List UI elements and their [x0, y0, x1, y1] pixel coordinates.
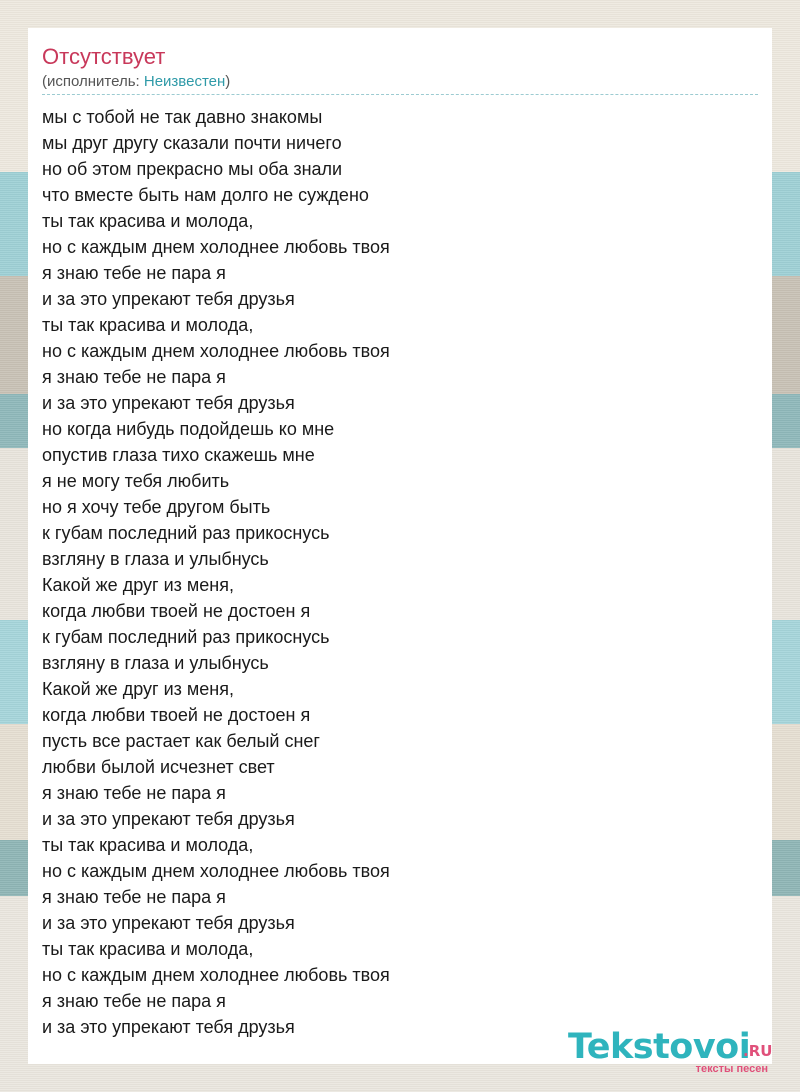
lyric-line: я знаю тебе не пара я [42, 367, 226, 387]
lyric-line: когда любви твоей не достоен я [42, 705, 311, 725]
lyrics-text [42, 104, 390, 1040]
lyric-line: любви былой исчезнет свет [42, 757, 275, 777]
lyric-line: я знаю тебе не пара я [42, 887, 226, 907]
logo-tld: .RU [743, 1042, 773, 1060]
lyric-line: и за это упрекают тебя друзья [42, 809, 295, 829]
lyric-line: ты так красива и молода, [42, 211, 254, 231]
artist-suffix: ) [225, 73, 231, 90]
lyric-line: но когда нибудь подойдешь ко мне [42, 419, 335, 439]
site-logo[interactable] [568, 1028, 778, 1076]
lyric-line: но с каждым днем холоднее любовь твоя [42, 861, 390, 881]
song-title: Отсутствует [42, 44, 166, 69]
lyric-line: Какой же друг из меня, [42, 575, 234, 595]
lyric-line: когда любви твоей не достоен я [42, 601, 311, 621]
artist-link[interactable]: Неизвестен [143, 73, 226, 90]
lyric-line: я не могу тебя любить [42, 471, 230, 491]
lyric-line: я знаю тебе не пара я [42, 263, 226, 283]
lyric-line: к губам последний раз прикоснусь [42, 627, 330, 647]
divider [42, 94, 758, 95]
lyric-line: опустив глаза тихо скажешь мне [42, 445, 315, 465]
lyric-line: но с каждым днем холоднее любовь твоя [42, 237, 390, 257]
lyric-line: мы друг другу сказали почти ничего [42, 133, 342, 153]
lyric-line: но с каждым днем холоднее любовь твоя [42, 341, 390, 361]
lyric-line: я знаю тебе не пара я [42, 991, 226, 1011]
artist-prefix: (исполнитель: [42, 73, 144, 90]
lyric-line: Какой же друг из меня, [42, 679, 234, 699]
lyric-line: и за это упрекают тебя друзья [42, 393, 295, 413]
lyric-line: и за это упрекают тебя друзья [42, 1017, 295, 1037]
lyric-line: мы с тобой не так давно знакомы [42, 107, 323, 127]
lyric-line: ты так красива и молода, [42, 835, 254, 855]
lyric-line: взгляну в глаза и улыбнусь [42, 549, 269, 569]
lyric-line: ты так красива и молода, [42, 315, 254, 335]
lyric-line: пусть все растает как белый снег [42, 731, 320, 751]
lyric-line: ты так красива и молода, [42, 939, 254, 959]
logo-wordmark: Tekstovoi [568, 1027, 751, 1067]
lyric-line: и за это упрекают тебя друзья [42, 913, 295, 933]
lyric-line: и за это упрекают тебя друзья [42, 289, 295, 309]
lyric-line: но об этом прекрасно мы оба знали [42, 159, 343, 179]
lyric-line: я знаю тебе не пара я [42, 783, 226, 803]
lyrics-card [28, 28, 773, 1075]
logo-tagline: тексты песен [695, 1063, 768, 1075]
lyric-line: но я хочу тебе другом быть [42, 497, 271, 517]
lyric-line: что вместе быть нам долго не суждено [42, 185, 369, 205]
lyric-line: к губам последний раз прикоснусь [42, 523, 330, 543]
lyric-line: взгляну в глаза и улыбнусь [42, 653, 269, 673]
lyric-line: но с каждым днем холоднее любовь твоя [42, 965, 390, 985]
artist-line [42, 73, 230, 91]
